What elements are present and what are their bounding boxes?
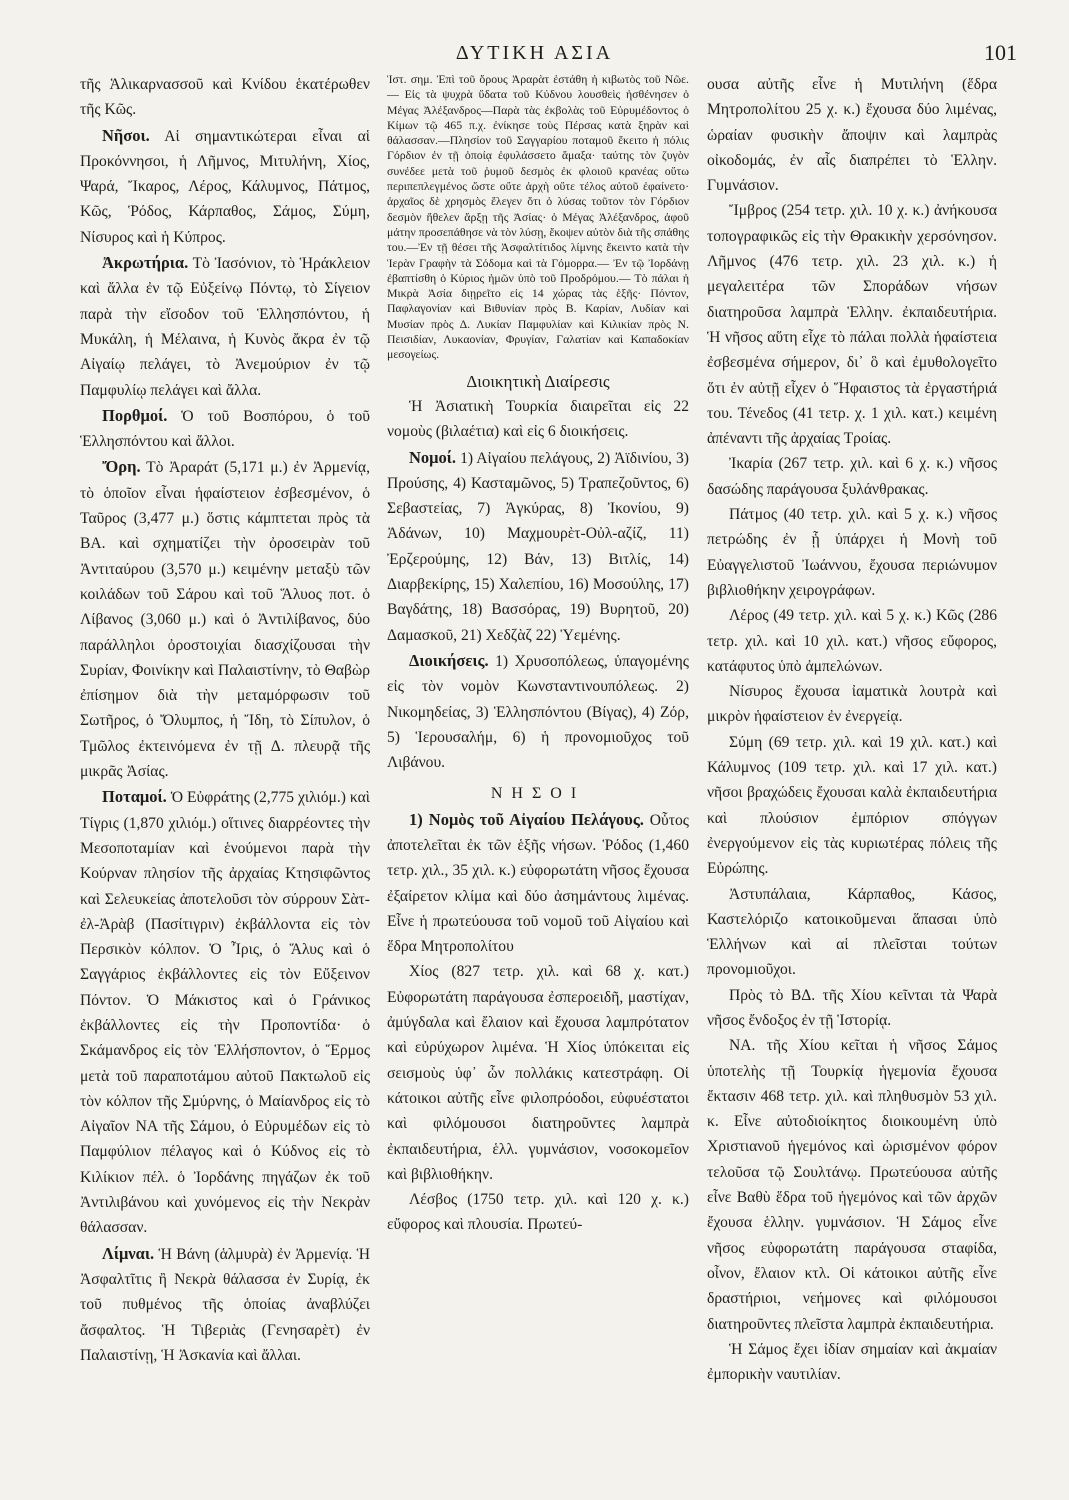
division-paragraph: Ἡ Ἀσιατικὴ Τουρκία διαιρεῖται εἰς 22 νομοὺς (βιλαέτια) καὶ εἰς 6 διοικήσεις. (387, 397, 689, 441)
paragraph-nisoi (80, 123, 370, 250)
paragraph: ΝΑ. τῆς Χίου κεῖται ἡ νῆσος Σάμος ὑποτελὴς τῇ Τουρκίᾳ ἡγεμονία ἔχουσα ἔκτασιν 468 τετρ. χιλ. καὶ πληθυσμὸν 53 χιλ. κ. Εἶνε αὐτοδιοίκητος διοικουμένη ὑπὸ Χριστιανοῦ ἡγεμόνος καὶ ὡρισμένον φόρον τελοῦσα τῷ Σουλτάνῳ. Πρωτεύουσα αὐτῆς εἶνε Βαθὺ ἕδρα τοῦ ἡγεμόνος καὶ τῶν ἀρχῶν ἔχουσα ἑλλην. γυμνάσιον. Ἡ Σάμος εἶνε νῆσος εὐφορωτάτη παράγουσα σταφίδα, οἶνον, ἔλαιον κτλ. Οἱ κάτοικοι αὐτῆς εἶνε δραστήριοι, νεήμονες καὶ φιλόμουσοι διατηροῦντες πλεῖστα λαμπρὰ ἐκπαιδευτήρια. (707, 1037, 997, 1333)
paragraph: τῆς Ἁλικαρνασσοῦ καὶ Κνίδου ἑκατέρωθεν τῆς Κῶς. (80, 76, 370, 119)
paragraph: Ἴμβρος (254 τετρ. χιλ. 10 χ. κ.) ἀνήκουσα τοπογραφικῶς εἰς τὴν Θρακικὴν χερσόνησον. Λῆμνος (476 τετρ. χιλ. 23 χιλ. κ.) ἡ μεγαλειτέρα τῶν Σποράδων νήσων διατηροῦσα λαμπρὰ Ἑλλην. ἐκπαιδευτήρια. Ἡ νῆσος αὕτη εἶχε τὸ πάλαι πολλὰ ἡφαίστεια ἐσβεσμένα σήμερον, δι᾽ ὃ καὶ ἐμυθολογεῖτο ὅτι ἐν αὐτῇ εἶχεν ὁ Ἥφαιστος τὰ ἐργαστήριά του. Τένεδος (41 τετρ. χ. 1 χιλ. κατ.) κειμένη ἀπέναντι τῆς ἀρχαίας Τροίας. (707, 202, 997, 448)
section-heading: Πορθμοί. (102, 405, 168, 425)
paragraph-chios: Χίος (827 τετρ. χιλ. καὶ 68 χ. κατ.) Εὐφορωτάτη παράγουσα ἐσπεροειδῆ, μαστίχαν, ἀμύγδαλα καὶ ἔλαιον καὶ ἔχουσα λαμπρότατον καὶ εὐρύχωρον λιμένα. Ἡ Χίος ὑπόκειται εἰς σεισμοὺς ὑφ᾽ ὧν πολλάκις κατεστράφη. Οἱ κάτοικοι αὐτῆς εἶνε φιλοπρόοδοι, εὐφυέστατοι καὶ φιλόμουσοι διατηροῦντες λαμπρὰ ἐκπαιδευτήρια, ἑλλ. γυμνάσιον, νοσοκομεῖον καὶ βιβλιοθήκην. (387, 963, 689, 1183)
paragraph: ουσα αὐτῆς εἶνε ἡ Μυτιλήνη (ἕδρα Μητροπολίτου 25 χ. κ.) ἔχουσα δύο λιμένας, ὡραίαν φυσικὴν ἄποψιν καὶ λαμπρὰς οἰκοδομάς, ἐν αἷς διαπρέπει τὸ Ἑλλην. Γυμνάσιον. (707, 76, 997, 195)
paragraph: Πρὸς τὸ ΒΔ. τῆς Χίου κεῖνται τὰ Ψαρὰ νῆσος ἔνδοξος ἐν τῇ Ἱστορίᾳ. (707, 986, 997, 1029)
column-middle (387, 72, 689, 1238)
paragraph: Ἡ Σάμος ἔχει ἰδίαν σημαίαν καὶ ἀκμαίαν ἐμπορικὴν ναυτιλίαν. (707, 1340, 997, 1384)
column-right (707, 72, 997, 1387)
paragraph-text: 1) Αἰγαίου πελάγους, 2) Ἀϊδινίου, 3) Προύσης, 4) Κασταμῶνος, 5) Τραπεζοῦντος, 6) Σεβαστείας, 7) Ἀγκύρας, 8) Ἰκονίου, 9) Ἀδάνων, 10) Μαχμουρὲτ-Οὐλ-αζίζ, 11) Ἐρζερούμης, 12) Βάν, 13) Βιτλίς, 14) Διαρβεκίρης, 15) Χαλεπίου, 16) Μοσούλης, 17) Βαγδάτης, 18) Βασσόρας, 19) Βυρητοῦ, 20) Δαμασκοῦ, 21) Χεδζὰζ 22) Ὑεμένης. (387, 449, 689, 644)
paragraph-text: Ἡ Βάνη (ἁλμυρὰ) ἐν Ἀρμενίᾳ. Ἡ Ἀσφαλτῖτις ἢ Νεκρὰ θάλασσα ἐν Συρίᾳ, ἐκ τοῦ πυθμένος τῆς ὁποίας ἀναβλύζει ἄσφαλτος. Ἡ Τιβεριὰς (Γενησαρὲτ) ἐν Παλαιστίνῃ, Ἡ Ἀσκανία καὶ ἄλλαι. (80, 1245, 370, 1364)
section-heading: Ὄρη. (102, 457, 141, 477)
paragraph-text: Ὁ Εὐφράτης (2,775 χιλιόμ.) καὶ Τίγρις (1,870 χιλιόμ.) οἵτινες διαρρέοντες τὴν Μεσοποταμίαν καὶ ἑνούμενοι παρὰ τὴν Κούρναν πλησίον τῆς ἀρχαίας Κτησιφῶντος καὶ Σελευκείας ἀποτελοῦσι τὸν σύρρουν Σὰτ-ἐλ-Ἀρὰβ (Πασίτιγριν) ἐκβάλλοντα εἰς τὸν Περσικὸν κόλπον. Ὁ Ἶρις, ὁ Ἅλυς καὶ ὁ Σαγγάριος ἐκβάλλοντες εἰς τὸν Εὔξεινον Πόντον. Ὁ Μάκιστος καὶ ὁ Γράνικος ἐκβάλλοντες εἰς τὴν Προποντίδα· ὁ Σκάμανδρος εἰς τὸν Ἑλλήσποντον, ὁ Ἕρμος μετὰ τοῦ παραποτάμου αὐτοῦ Πακτωλοῦ εἰς τὸν κόλπον τῆς Σμύρνης, ὁ Μαίανδρος εἰς τὸ Αἰγαῖον ΝΑ τῆς Σάμου, ὁ Εὐρυμέδων εἰς τὸ Παμφύλιον πέλαγος καὶ ὁ Κύδνος εἰς τὸ Κιλίκιον πέλ. ὁ Ἰορδάνης πηγάζων ἐκ τοῦ Ἀντιλιβάνου καὶ χυνόμενος εἰς τὴν Νεκρὰν θάλασσαν. (80, 789, 370, 1237)
section-heading: 1) Νομὸς τοῦ Αἰγαίου Πελάγους. (409, 809, 644, 829)
section-heading: Νομοί. (409, 447, 457, 467)
paragraph-porthmoi (80, 403, 370, 455)
paragraph: Πάτμος (40 τετρ. χιλ. καὶ 5 χ. κ.) νῆσος πετρώδης ἐν ᾗ ὑπάρχει ἡ Μονὴ τοῦ Εὐαγγελιστοῦ Ἰωάννου, ἔχουσα περιώνυμον βιβλιοθήκην χειρογράφων. (707, 506, 997, 599)
paragraph-akrotiria (80, 250, 370, 403)
paragraph-text: 1) Χρυσοπόλεως, ὑπαγομένης εἰς τὸν νομὸν Κωνσταντινουπόλεως. 2) Νικομηδείας, 3) Ἑλλησπόντου (Βίγας), 4) Ζόρ, 5) Ἱερουσαλήμ, 6) ἡ προνομιοῦχος τοῦ Λιβάνου. (387, 652, 689, 772)
section-heading: Ἀκρωτήρια. (102, 253, 189, 273)
section-heading: Λίμναι. (102, 1243, 155, 1263)
paragraph-limnai (80, 1241, 370, 1368)
paragraph: Λέρος (49 τετρ. χιλ. καὶ 5 χ. κ.) Κῶς (286 τετρ. χιλ. καὶ 10 χιλ. κατ.) νῆσος εὔφορος, κατάφυτος ὑπὸ ἀμπελώνων. (707, 607, 997, 675)
section-heading: Ποταμοί. (102, 787, 167, 807)
paragraph-aegean-prefecture (387, 807, 689, 960)
page-number: 101 (984, 40, 1017, 65)
historical-note: Ἱστ. σημ. Ἐπὶ τοῦ ὄρους Ἀραρὰτ ἐστάθη ἡ κιβωτὸς τοῦ Νῶε. — Εἰς τὰ ψυχρὰ ὕδατα τοῦ Κύδνου λουσθεὶς ἠσθένησεν ὁ Μέγας Ἀλέξανδρος—Παρὰ τὰς ἐκβολὰς τοῦ Εὐρυμέδοντος ὁ Κίμων τῷ 465 π.χ. ἐνίκησε τοὺς Πέρσας κατὰ ξηρὰν καὶ θάλασσαν.—Πλησίον τοῦ Σαγγαρίου ποταμοῦ ἔκειτο ἡ πόλις Γόρδιον ἐν τῇ ὁποίᾳ ἐφυλάσσετο ἅμαξα· ταύτης τὸν ζυγὸν συνέδεε μετὰ τοῦ ῥυμοῦ δεσμὸς ἐκ φλοιοῦ κρανέας οὕτω περιπεπλεγμένος ὥστε οὔτε ἀρχὴ οὔτε τέλος αὐτοῦ ἐφαίνετο· ἀρχαῖος δὲ χρησμὸς ἔλεγεν ὅτι ὁ λύσας τοῦτον τὸν Γόρδιον δεσμὸν ἤθελεν ἄρξῃ τῆς Ἀσίας· ὁ Μέγας Ἀλέξανδρος, ἀφοῦ μάτην προσεπάθησε νὰ τὸν λύσῃ, ἔκοψεν αὐτὸν διὰ τῆς σπάθης του.—Ἐν τῇ θέσει τῆς Ἀσφαλτίτιδος λίμνης ἔκειντο κατὰ τὴν Ἱερὰν Γραφὴν τὰ Σόδομα καὶ τὰ Γόμορρα.— Ἐν τῷ Ἰορδάνῃ ἐβαπτίσθη ὁ Κύριος ἡμῶν ὑπὸ τοῦ Προδρόμου.— Τὸ πάλαι ἡ Μικρὰ Ἀσία διῃρεῖτο εἰς 14 χώρας τὰς ἑξῆς· Πόντον, Παφλαγονίαν καὶ Βιθυνίαν πρὸς Β. Καρίαν, Λυδίαν καὶ Μυσίαν πρὸς Δ. Λυκίαν Παμφυλίαν καὶ Κιλικίαν πρὸς Ν. Πεισιδίαν, Λυκαονίαν, Φρυγίαν, Γαλατίαν καὶ Καπαδοκίαν μεσογείως. (387, 72, 689, 362)
paragraph: Ἰκαρία (267 τετρ. χιλ. καὶ 6 χ. κ.) νῆσος δασώδης παράγουσα ξυλάνθρακας. (707, 455, 997, 498)
paragraph-text: Ὁ τοῦ Βοσπόρου, ὁ τοῦ Ἑλλησπόντου καὶ ἄλλοι. (80, 407, 370, 451)
paragraph-potamoi (80, 784, 370, 1240)
running-head: ΔΥΤΙΚΗ ΑΣΙΑ (455, 42, 614, 64)
paragraph: Σύμη (69 τετρ. χιλ. καὶ 19 χιλ. κατ.) καὶ Κάλυμνος (109 τετρ. χιλ. καὶ 17 χιλ. κατ.) νῆσοι βραχώδεις ἔχουσαι καλὰ ἐκπαιδευτήρια καὶ πλούσιον ἐμπόριον σπόγγων ἐνεργούμενον εἰς τὰς κυριωτέρας πόλεις τῆς Εὐρώπης. (707, 733, 997, 878)
paragraph-text: Αἱ σημαντικώτεραι εἶναι αἱ Προκόννησοι, ἡ Λῆμνος, Μιτυλήνη, Χίος, Ψαρά, Ἴκαρος, Λέρος, Κάλυμνος, Πάτμος, Κῶς, Ῥόδος, Κάρπαθος, Σάμος, Σύμη, Νίσυρος καὶ ἡ Κύπρος. (80, 127, 370, 246)
section-heading: Διοικήσεις. (409, 650, 489, 670)
paragraph-dioikiseis (387, 648, 689, 775)
column-left (80, 72, 370, 1368)
paragraph-text: Τὸ Ἀραράτ (5,171 μ.) ἐν Ἀρμενίᾳ, τὸ ὁποῖον εἶναι ἡφαίστειον ἐσβεσμένον, ὁ Ταῦρος (3,477 μ.) ὅστις κάμπτεται πρὸς τὰ ΒΑ. καὶ σχηματίζει τὴν ὀροσειρὰν τοῦ Ἀντιταύρου (3,570 μ.) κειμένην μεταξὺ τῶν κοιλάδων τοῦ Σάρου καὶ τοῦ Ἅλυος ποτ. ὁ Λίβανος (3,060 μ.) καὶ ὁ Ἀντιλίβανος, δύο παράλληλοι ὀροστοιχίαι διασχίζουσαι τὴν Συρίαν, Φοινίκην καὶ Παλαιστίνην, τὸ Θαβὼρ ἐπίσημον διὰ τὴν μεταμόρφωσιν τοῦ Σωτῆρος, ὁ Ὄλυμπος, ἡ Ἴδη, τὸ Σίπυλον, ὁ Τμῶλος ἐκτεινόμενα ἐν τῇ Δ. πλευρᾷ τῆς μικρᾶς Ἀσίας. (80, 459, 370, 781)
paragraph-nomoi (387, 445, 689, 648)
section-heading: Νῆσοι. (102, 125, 150, 145)
paragraph-text: Οὗτος ἀποτελεῖται ἐκ τῶν ἑξῆς νήσων. Ῥόδος (1,460 τετρ. χιλ., 35 χιλ. κ.) εὐφορωτάτη νῆσος ἔχουσα ἐξαίρετον κλίμα καὶ δύο ἀσημάντους λιμένας. Εἶνε ἡ πρωτεύουσα τοῦ νομοῦ τοῦ Αἰγαίου καὶ ἕδρα Μητροπολίτου (387, 811, 689, 956)
paragraph-ori (80, 454, 370, 784)
division-heading: Διοικητικὴ Διαίρεσις (466, 371, 610, 391)
paragraph-lesvos: Λέσβος (1750 τετρ. χιλ. καὶ 120 χ. κ.) εὔφορος καὶ πλουσία. Πρωτεύ- (387, 1191, 689, 1234)
paragraph-text: Τὸ Ἰασόνιον, τὸ Ἡράκλειον καὶ ἄλλα ἐν τῷ Εὐξείνῳ Πόντῳ, τὸ Σίγειον παρὰ τὴν εἴσοδον τοῦ Ἑλλησπόντου, ἡ Μυκάλη, ἡ Μέλαινα, ἡ Κυνὸς ἄκρα ἐν τῷ Αἰγαίῳ πελάγει, τὸ Ἀνεμούριον ἐν τῷ Παμφυλίῳ πελάγει καὶ ἄλλα. (80, 255, 370, 399)
paragraph: Νίσυρος ἔχουσα ἰαματικὰ λουτρὰ καὶ μικρὸν ἡφαίστειον ἐν ἐνεργείᾳ. (707, 683, 997, 726)
paragraph: Ἀστυπάλαια, Κάρπαθος, Κάσος, Καστελόριζο κατοικοῦμεναι ἅπασαι ὑπὸ Ἑλλήνων καὶ αἱ πλεῖσται τούτων προνομιοῦχοι. (707, 885, 997, 979)
islands-heading: ΝΗΣΟΙ (490, 785, 586, 803)
